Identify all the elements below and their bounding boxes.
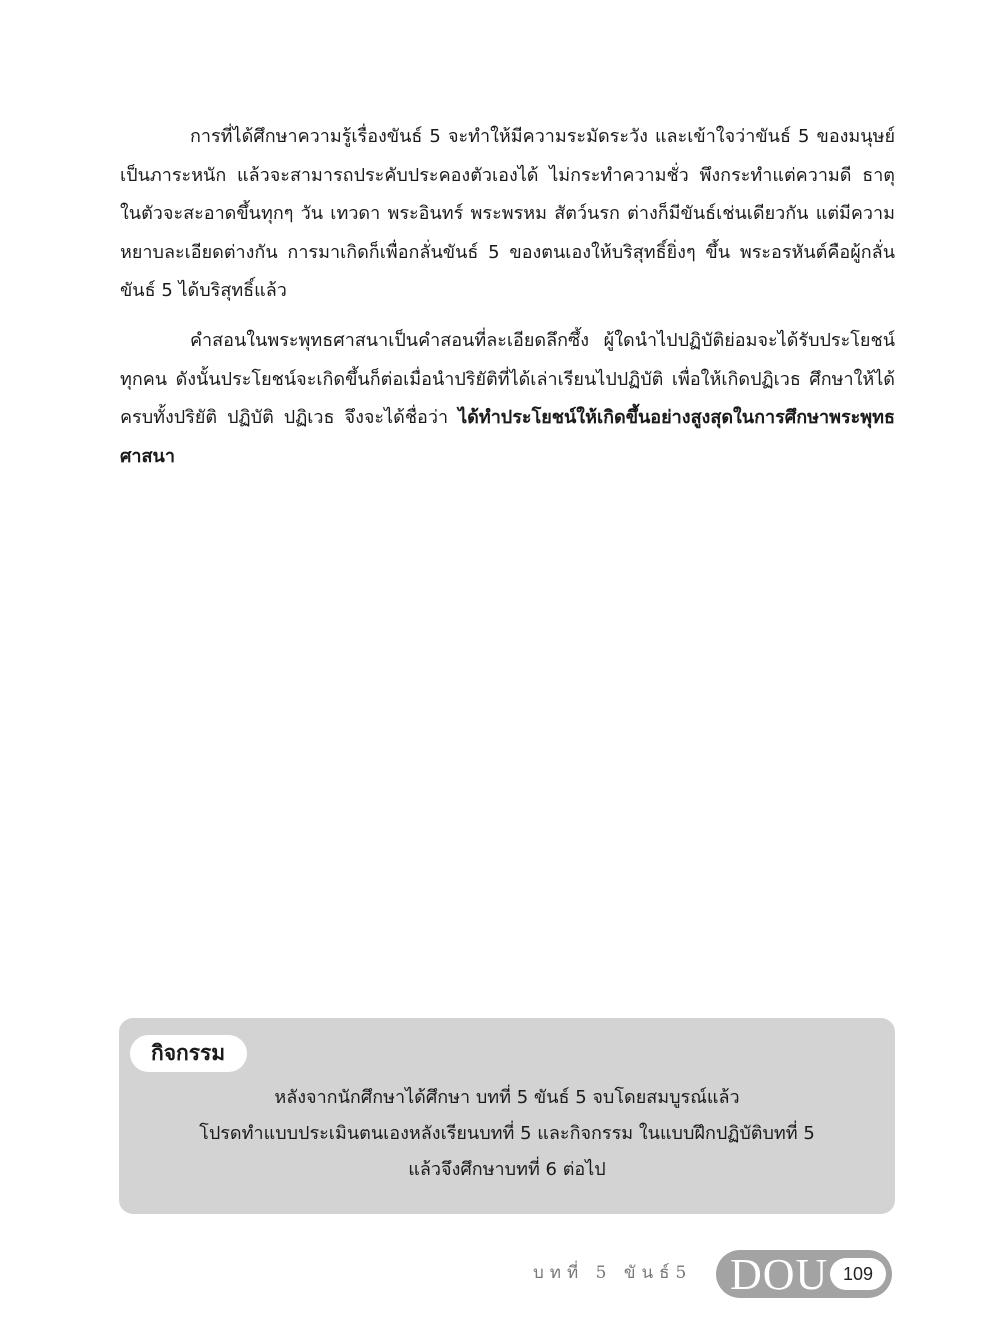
dou-logo: DOU: [730, 1250, 829, 1299]
activity-instructions: [119, 1080, 895, 1188]
page-number: 109: [830, 1258, 886, 1290]
activity-tag: กิจกรรม: [130, 1035, 247, 1072]
activity-line-2: โปรดทำแบบประเมินตนเองหลังเรียนบทที่ 5 และกิจกรรม ในแบบฝึกปฏิบัติบทที่ 5: [199, 1123, 815, 1144]
body-paragraph-2: [120, 322, 895, 476]
body-paragraph-1: การที่ได้ศึกษาความรู้เรื่องขันธ์ 5 จะทำให้มีความระมัดระวัง และเข้าใจว่าขันธ์ 5 ของมนุษย์เป็นภาระหนัก แล้วจะสามารถประคับประคองตัวเองได้ ไม่กระทำความชั่ว พึงกระทำแต่ความดี ธาตุในตัวจะสะอาดขึ้นทุกๆ วัน เทวดา พระอินทร์ พระพรหม สัตว์นรก ต่างก็มีขันธ์เช่นเดียวกัน แต่มีความหยาบละเอียดต่างกัน การมาเกิดก็เพื่อกลั่นขันธ์ 5 ของตนเองให้บริสุทธิ์ยิ่งๆ ขึ้น พระอรหันต์คือผู้กลั่นขันธ์ 5 ได้บริสุทธิ์แล้ว: [120, 126, 895, 302]
activity-line-3: แล้วจึงศึกษาบทที่ 6 ต่อไป: [408, 1159, 606, 1180]
chapter-label: บทที่ 5 ขันธ์5: [533, 1263, 693, 1283]
main-content: [120, 118, 895, 476]
dou-logo-badge: [716, 1250, 892, 1298]
body-paragraph-2-text: คำสอนในพระพุทธศาสนาเป็นคำสอนที่ละเอียดลึกซึ้ง ผู้ใดนำไปปฏิบัติย่อมจะได้รับประโยชน์ทุกคน ดังนั้นประโยชน์จะเกิดขึ้นก็ต่อเมื่อนำปริยัติที่ได้เล่าเรียนไปปฏิบัติ เพื่อให้เกิดปฏิเวธ ศึกษาให้ได้ครบทั้งปริยัติ ปฏิบัติ ปฏิเวธ จึงจะได้ชื่อว่า: [120, 329, 895, 429]
activity-line-1: หลังจากนักศึกษาได้ศึกษา บทที่ 5 ขันธ์ 5 จบโดยสมบูรณ์แล้ว: [274, 1087, 740, 1108]
activity-box: [119, 1018, 895, 1214]
body-paragraph-2-emphasis: ได้ทำประโยชน์ให้เกิดขึ้นอย่างสูงสุดในการศึกษาพระพุทธศาสนา: [120, 407, 895, 467]
